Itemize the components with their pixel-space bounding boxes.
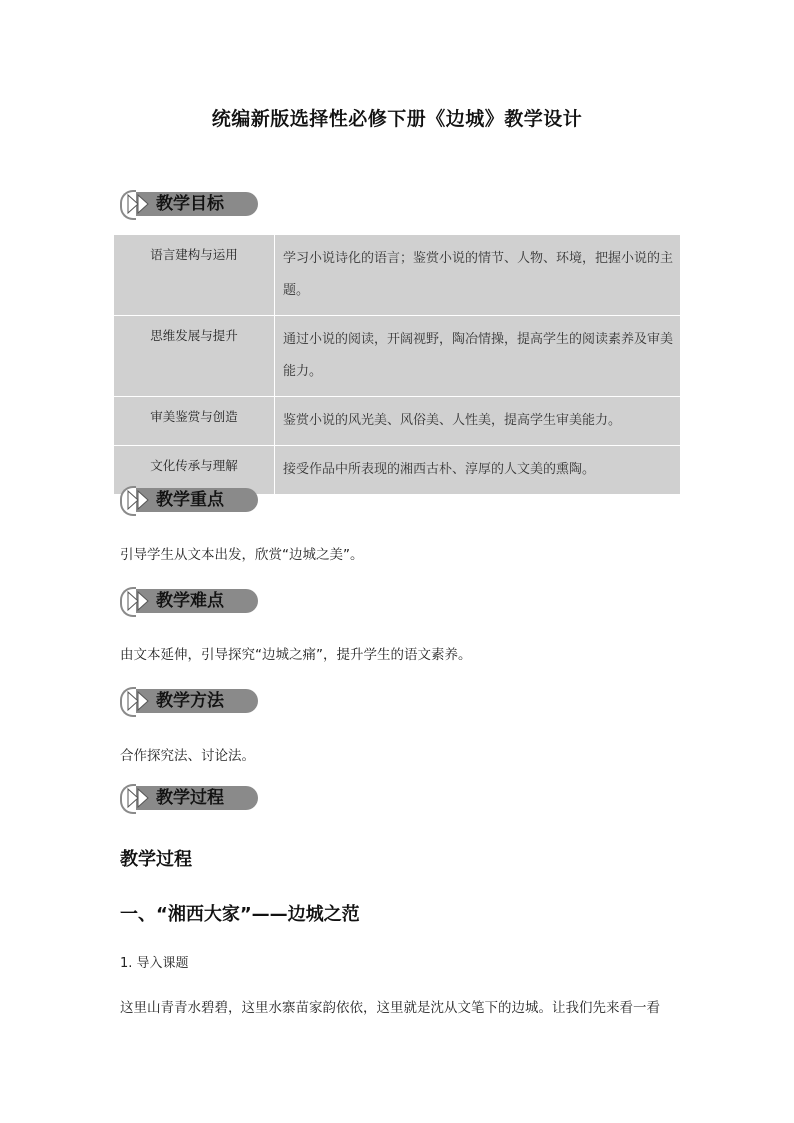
section-title: 教学重点 bbox=[156, 490, 224, 510]
section-title: 教学方法 bbox=[156, 691, 224, 711]
part1-heading: 一、“湘西大家”——边城之范 bbox=[120, 904, 360, 925]
difficulty-text: 由文本延伸，引导探究“边城之痛”，提升学生的语文素养。 bbox=[120, 647, 472, 663]
process-heading: 教学过程 bbox=[120, 849, 192, 870]
section-banner-difficulty bbox=[120, 587, 260, 615]
section-banner-key bbox=[120, 486, 260, 514]
section-title: 教学过程 bbox=[156, 788, 224, 808]
goal-key: 语言建构与运用 bbox=[114, 235, 275, 316]
section-title: 教学难点 bbox=[156, 591, 224, 611]
goal-value: 鉴赏小说的风光美、风俗美、人性美，提高学生审美能力。 bbox=[275, 397, 681, 446]
step-text: 这里山青青水碧碧，这里水寨苗家韵依依，这里就是沈从文笔下的边城。让我们先来看一看 bbox=[120, 1000, 660, 1016]
section-banner-process bbox=[120, 784, 260, 812]
table-row bbox=[114, 316, 680, 397]
section-banner-goals bbox=[120, 190, 260, 218]
method-text: 合作探究法、讨论法。 bbox=[120, 748, 255, 764]
section-title: 教学目标 bbox=[156, 194, 224, 214]
table-row bbox=[114, 397, 680, 446]
double-chevron-icon bbox=[126, 489, 156, 511]
double-chevron-icon bbox=[126, 690, 156, 712]
double-chevron-icon bbox=[126, 590, 156, 612]
table-row bbox=[114, 235, 680, 316]
page-title: 统编新版选择性必修下册《边城》教学设计 bbox=[211, 108, 583, 130]
goal-value: 接受作品中所表现的湘西古朴、淳厚的人文美的熏陶。 bbox=[275, 446, 681, 495]
section-banner-method bbox=[120, 687, 260, 715]
double-chevron-icon bbox=[126, 193, 156, 215]
goal-key: 文化传承与理解 bbox=[114, 446, 275, 495]
goal-value: 通过小说的阅读，开阔视野，陶冶情操，提高学生的阅读素养及审美能力。 bbox=[275, 316, 681, 397]
step-label: 1. 导入课题 bbox=[120, 956, 189, 971]
goal-key: 思维发展与提升 bbox=[114, 316, 275, 397]
goal-key: 审美鉴赏与创造 bbox=[114, 397, 275, 446]
key-text: 引导学生从文本出发，欣赏“边城之美”。 bbox=[120, 547, 364, 563]
goal-value: 学习小说诗化的语言；鉴赏小说的情节、人物、环境，把握小说的主题。 bbox=[275, 235, 681, 316]
goals-table bbox=[114, 235, 680, 495]
double-chevron-icon bbox=[126, 787, 156, 809]
